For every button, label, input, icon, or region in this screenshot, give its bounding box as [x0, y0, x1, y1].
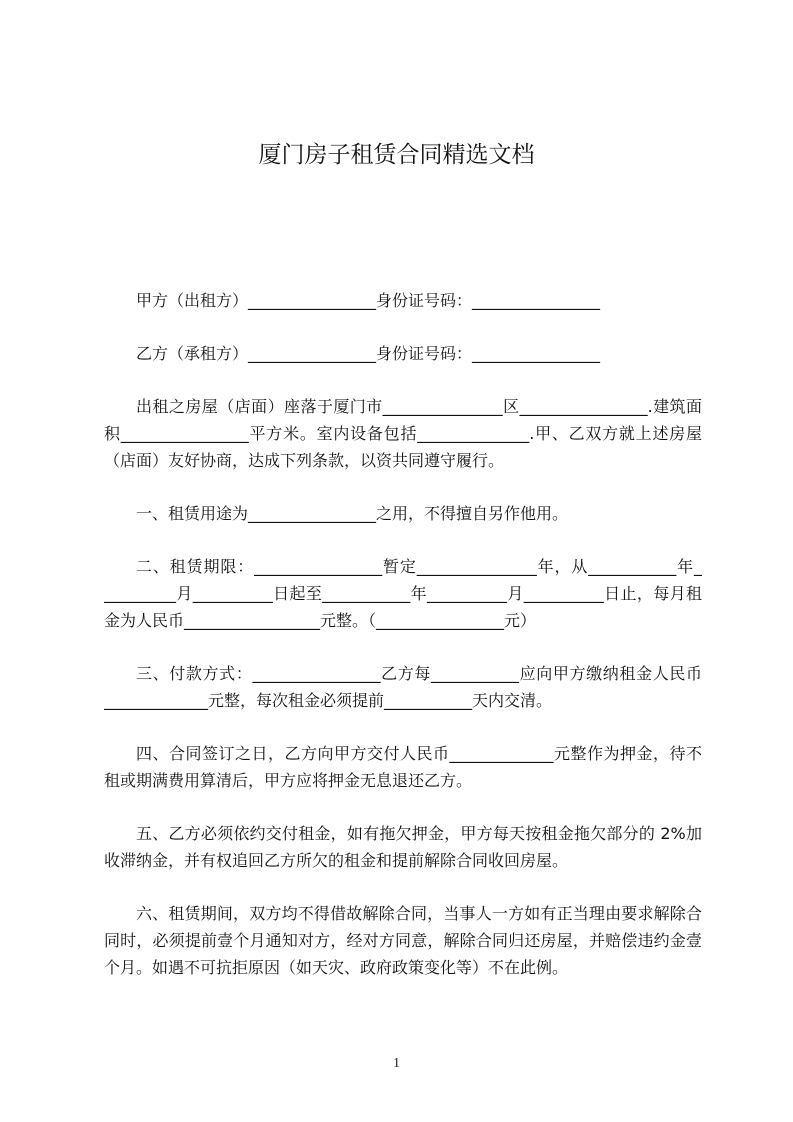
- party-b-clause: [104, 340, 702, 367]
- deposit-clause: [104, 740, 702, 794]
- clause-line: 同时，必须提前壹个月通知对方，经对方同意，解除合同归还房屋，并赔偿违约金壹: [104, 931, 702, 950]
- clause-line: （店面）友好协商，达成下列条款，以资共同遵守履行。: [104, 451, 505, 470]
- late-payment-clause: [104, 820, 702, 874]
- clause-line: 个月。如遇不可抗拒原因（如天灾、政府政策变化等）不在此例。: [104, 958, 569, 977]
- clause-line: 六、租赁期间，双方均不得借故解除合同，当事人一方如有正当理由要求解除合: [136, 904, 702, 923]
- clause-line: 乙方（承租方）________________身份证号码：________________: [136, 344, 601, 363]
- termination-clause: [104, 900, 702, 981]
- clause-line: 二、租赁期限：________________暂定_______________年，从___________年_: [136, 557, 702, 576]
- clause-line: 四、合同签订之日，乙方向甲方交付人民币_____________元整作为押金，待不: [136, 744, 702, 763]
- clause-line: 积________________平方米。室内设备包括______________.甲、乙双方就上述房屋: [104, 424, 702, 443]
- clause-line: _____________元整，每次租金必须提前___________天内交清。: [104, 691, 553, 710]
- premises-clause: [104, 393, 702, 474]
- clause-line: _________月__________日起至___________年__________月__________日止，每月租: [104, 584, 702, 603]
- clause-line: 收滞纳金，并有权追回乙方所欠的租金和提前解除合同收回房屋。: [104, 851, 569, 870]
- clause-line: 三、付款方式：________________乙方每___________应向甲方缴纳租金人民币: [136, 664, 702, 683]
- lease-term-clause: [104, 553, 702, 634]
- document-title: 厦门房子租赁合同精选文档: [258, 142, 535, 168]
- clause-line: 甲方（出租方）________________身份证号码：________________: [136, 291, 601, 310]
- page-number: 1: [393, 1056, 400, 1071]
- payment-clause: [104, 660, 702, 714]
- clause-line: 租或期满费用算清后，甲方应将押金无息退还乙方。: [104, 771, 473, 790]
- clause-line: 一、租赁用途为________________之用，不得擅自另作他用。: [136, 504, 569, 523]
- usage-clause: [104, 500, 702, 527]
- clause-line: 金为人民币_________________元整。（________________元）: [104, 611, 537, 630]
- party-a-clause: [104, 287, 702, 314]
- document-body: [104, 287, 702, 1007]
- clause-line: 出租之房屋（店面）座落于厦门市_______________区________________.建筑面: [136, 397, 702, 416]
- clause-line: 五、乙方必须依约交付租金，如有拖欠押金，甲方每天按租金拖欠部分的 2%加: [136, 824, 702, 843]
